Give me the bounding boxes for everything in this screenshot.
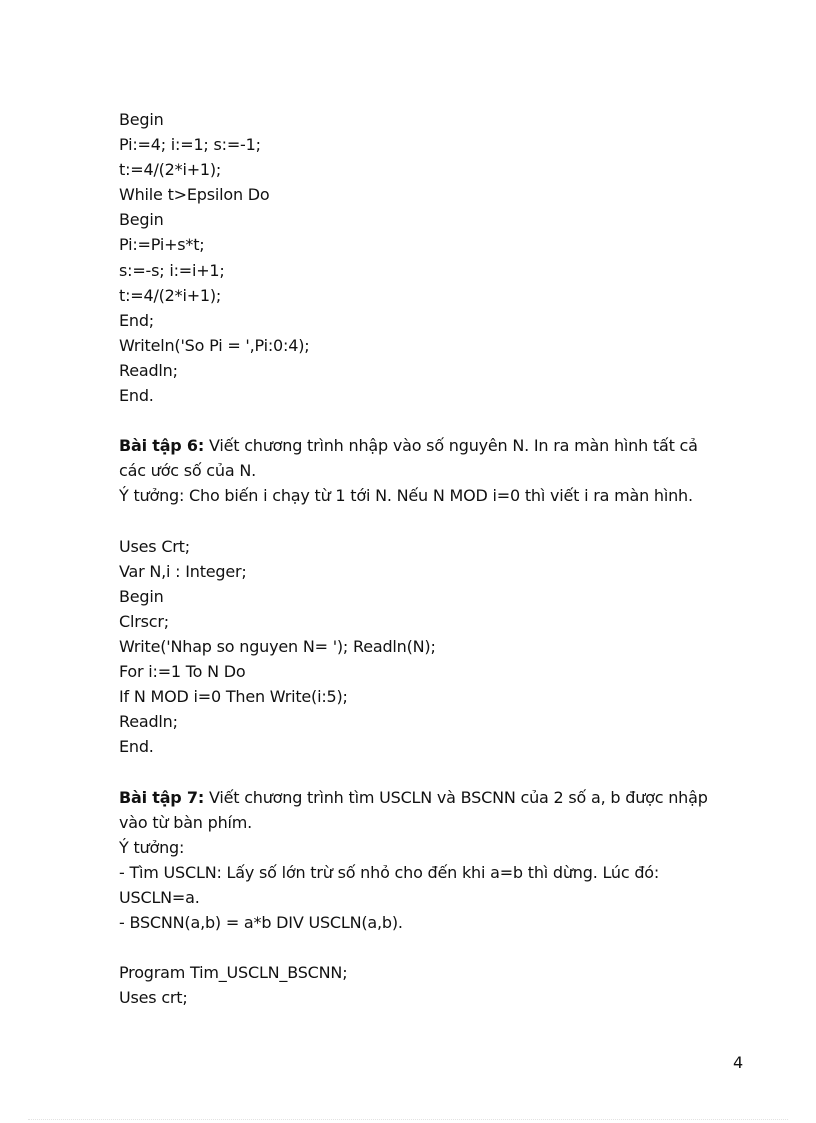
spacer [119, 759, 759, 784]
code-line: End; [119, 310, 154, 330]
code-line: Readln; [119, 360, 178, 380]
code-block-ex7 [119, 960, 759, 1010]
code-line: Begin [119, 586, 164, 606]
code-line: For i:=1 To N Do [119, 662, 246, 682]
exercise-7-idea-label: Ý tưởng: [119, 837, 185, 857]
code-line: Var N,i : Integer; [119, 561, 247, 581]
code-line: Uses Crt; [119, 536, 190, 556]
page-bottom-divider [28, 1119, 788, 1120]
code-line: Pi:=Pi+s*t; [119, 235, 205, 255]
code-line: s:=-s; i:=i+1; [119, 260, 225, 280]
exercise-6-title: Bài tập 6: [119, 436, 205, 456]
spacer [119, 408, 759, 433]
code-line: While t>Epsilon Do [119, 185, 270, 205]
code-line: Uses crt; [119, 988, 188, 1008]
exercise-7-idea-bscnn: - BSCNN(a,b) = a*b DIV USCLN(a,b). [119, 913, 403, 932]
spacer [119, 509, 759, 534]
exercise-7-title: Bài tập 7: [119, 787, 205, 807]
exercise-7-statement [119, 785, 759, 810]
exercise-7 [119, 785, 759, 936]
code-block-pi [119, 107, 759, 408]
exercise-7-text-cont: vào từ bàn phím. [119, 812, 253, 832]
code-line: Readln; [119, 712, 178, 732]
code-line: t:=4/(2*i+1); [119, 160, 222, 180]
exercise-6-idea: Ý tưởng: Cho biến i chạy từ 1 tới N. Nếu N MOD i=0 thì viết i ra màn hình. [119, 486, 693, 506]
page-content [119, 107, 759, 1010]
exercise-7-idea-uscln-cont: USCLN=a. [119, 887, 200, 907]
code-line: Writeln('So Pi = ',Pi:0:4); [119, 335, 310, 355]
exercise-6 [119, 433, 759, 508]
code-line: End. [119, 386, 154, 406]
code-line: Pi:=4; i:=1; s:=-1; [119, 135, 261, 155]
code-line: Begin [119, 110, 164, 129]
code-line: If N MOD i=0 Then Write(i:5); [119, 687, 348, 707]
exercise-6-text: Viết chương trình nhập vào số nguyên N. In ra màn hình tất cả [204, 436, 698, 456]
code-line: Begin [119, 210, 164, 230]
exercise-6-text-cont: các ước số của N. [119, 461, 256, 481]
code-line: Write('Nhap so nguyen N= '); Readln(N); [119, 636, 436, 656]
exercise-7-idea-uscln: - Tìm USCLN: Lấy số lớn trừ số nhỏ cho đến khi a=b thì dừng. Lúc đó: [119, 862, 660, 882]
code-line: Clrscr; [119, 611, 169, 631]
code-block-ex6 [119, 534, 759, 760]
code-line: t:=4/(2*i+1); [119, 285, 222, 305]
exercise-7-text: Viết chương trình tìm USCLN và BSCNN của 2 số a, b được nhập [204, 787, 708, 807]
page-number: 4 [733, 1053, 744, 1072]
code-line: Program Tim_USCLN_BSCNN; [119, 963, 348, 983]
exercise-6-statement [119, 433, 759, 458]
spacer [119, 935, 759, 960]
code-line: End. [119, 737, 154, 757]
